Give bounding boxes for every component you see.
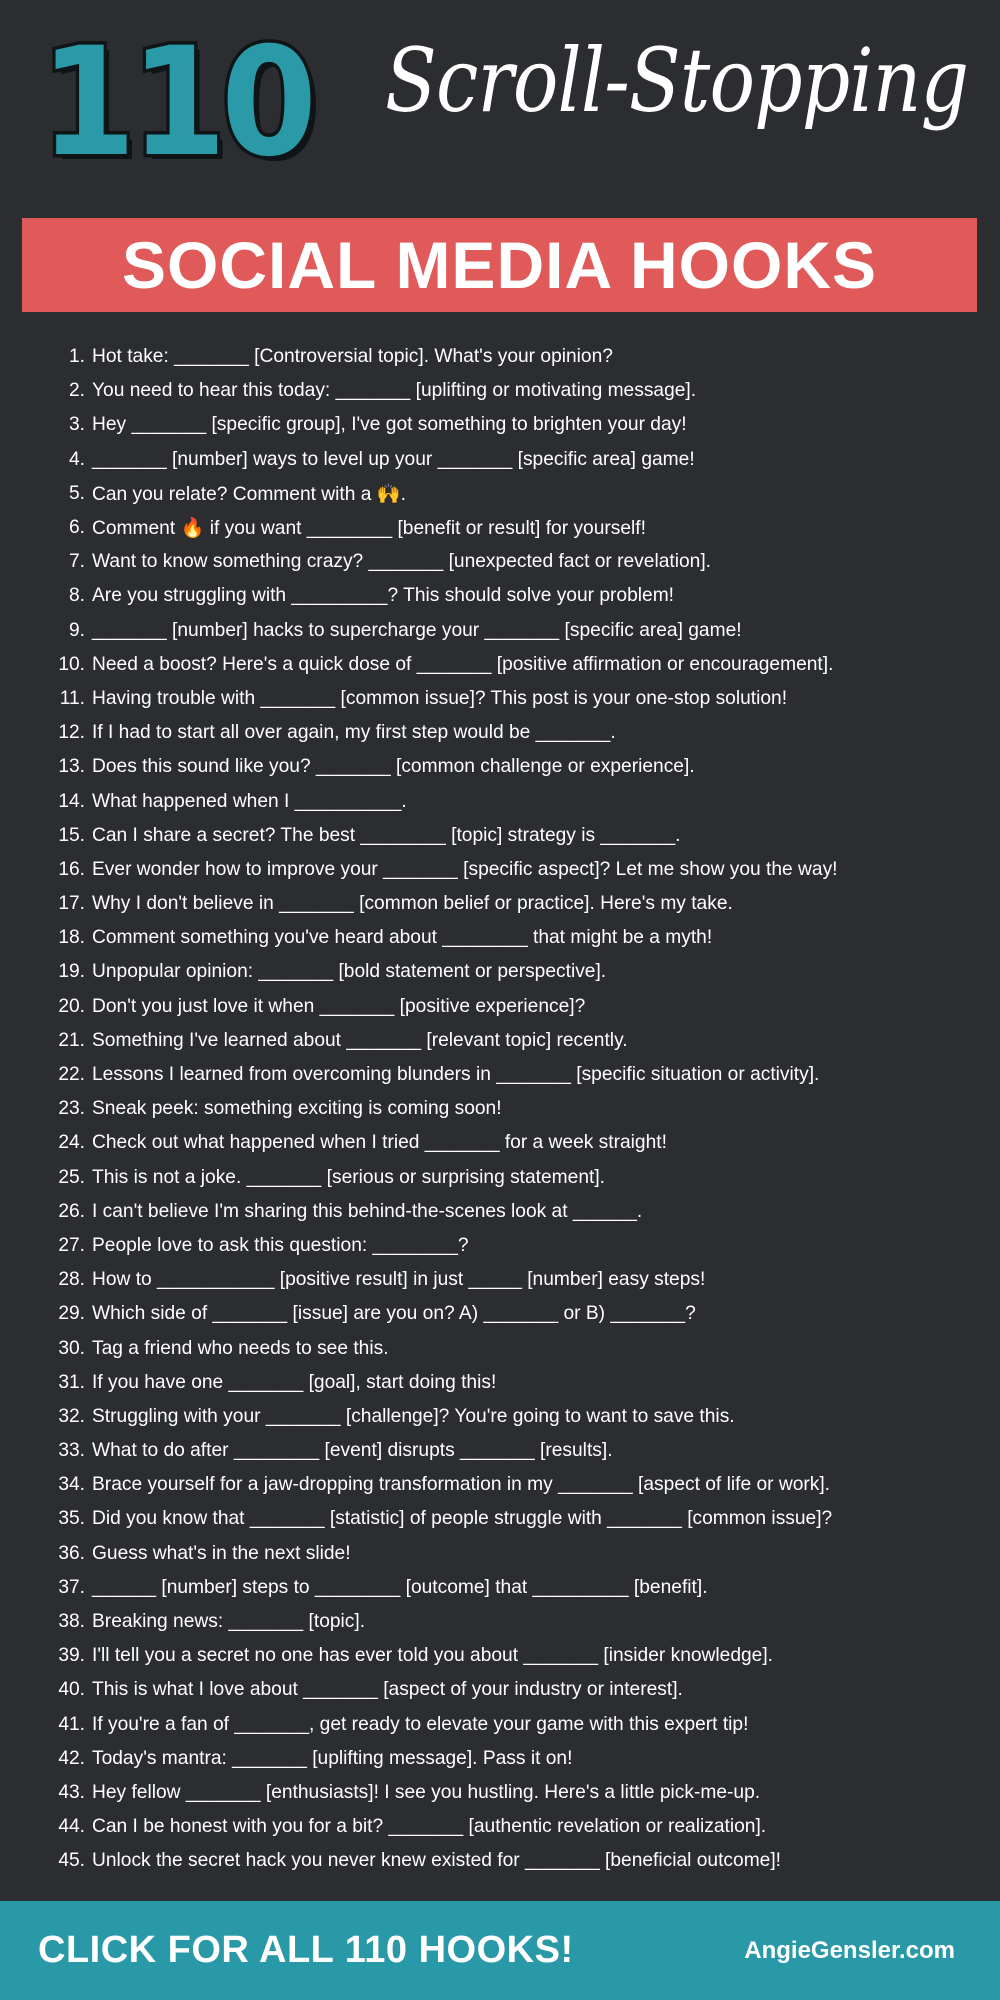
hook-item <box>0 887 1000 921</box>
hook-item <box>0 443 1000 477</box>
hook-number: 42. <box>58 1747 85 1769</box>
hook-number: 11. <box>59 687 85 709</box>
hook-item <box>0 1810 1000 1844</box>
hook-number: 18. <box>58 927 85 949</box>
hook-number: 25. <box>58 1166 85 1188</box>
hook-text: You need to hear this today: _______ [uplifting or motivating message]. <box>92 380 697 402</box>
hook-text: Hot take: _______ [Controversial topic]. What's your opinion? <box>92 346 613 368</box>
hook-text: Ever wonder how to improve your _______ [specific aspect]? Let me show you the way! <box>92 858 838 880</box>
hook-number: 36. <box>58 1542 85 1564</box>
hook-text: Why I don't believe in _______ [common belief or practice]. Here's my take. <box>92 893 733 915</box>
hook-item <box>0 716 1000 750</box>
hook-number: 15. <box>58 824 85 846</box>
hook-text: Today's mantra: _______ [uplifting message]. Pass it on! <box>92 1747 573 1769</box>
hook-number: 16. <box>58 858 85 880</box>
hook-item <box>0 1366 1000 1400</box>
hook-item <box>0 1161 1000 1195</box>
hook-number: 20. <box>58 995 85 1017</box>
hook-number: 44. <box>58 1816 85 1838</box>
hook-number: 45. <box>58 1850 85 1872</box>
hook-item <box>0 1058 1000 1092</box>
hook-item <box>0 1297 1000 1331</box>
hook-number: 26. <box>58 1200 85 1222</box>
hook-text: Hey _______ [specific group], I've got something to brighten your day! <box>92 414 687 436</box>
hook-item <box>0 1229 1000 1263</box>
hook-text: Guess what's in the next slide! <box>92 1542 351 1564</box>
hook-number: 27. <box>58 1234 85 1256</box>
hook-item <box>0 1263 1000 1297</box>
hook-number: 29. <box>58 1303 85 1325</box>
title-script: Scroll-Stopping <box>385 29 969 132</box>
hook-text: Comment something you've heard about ________ that might be a myth! <box>92 927 713 949</box>
hook-text: ______ [number] steps to ________ [outcome] that _________ [benefit]. <box>92 1576 708 1598</box>
hook-number: 43. <box>58 1781 85 1803</box>
hook-text: If I had to start all over again, my first step would be _______. <box>92 722 616 744</box>
hook-item <box>0 1195 1000 1229</box>
hook-text: Hey fellow _______ [enthusiasts]! I see you hustling. Here's a little pick-me-up. <box>92 1781 761 1803</box>
hook-text: This is not a joke. _______ [serious or surprising statement]. <box>92 1166 605 1188</box>
hook-text: If you have one _______ [goal], start doing this! <box>92 1371 497 1393</box>
hook-item <box>0 1024 1000 1058</box>
hook-item <box>0 340 1000 374</box>
hook-number: 24. <box>58 1132 85 1154</box>
hook-text: _______ [number] hacks to supercharge your _______ [specific area] game! <box>92 619 742 641</box>
hook-text: Did you know that _______ [statistic] of people struggle with _______ [common issue]? <box>92 1508 833 1530</box>
hook-number: 22. <box>58 1064 85 1086</box>
hook-item <box>0 1639 1000 1673</box>
hook-item <box>0 1468 1000 1502</box>
hook-number: 38. <box>58 1611 85 1633</box>
hook-number: 14. <box>58 790 85 812</box>
hook-item <box>0 1571 1000 1605</box>
hook-item <box>0 682 1000 716</box>
hook-item <box>0 1708 1000 1742</box>
hook-number: 6. <box>68 517 85 539</box>
hook-text: Brace yourself for a jaw-dropping transformation in my _______ [aspect of life or work]. <box>92 1474 831 1496</box>
hook-item <box>0 955 1000 989</box>
hook-number: 12. <box>58 722 85 744</box>
hook-text: Unpopular opinion: _______ [bold statement or perspective]. <box>92 961 607 983</box>
hook-item <box>0 1605 1000 1639</box>
hook-item <box>0 1331 1000 1365</box>
hook-number: 28. <box>58 1269 85 1291</box>
hook-number: 37. <box>58 1576 85 1598</box>
hook-number: 13. <box>58 756 85 778</box>
hook-item <box>0 511 1000 545</box>
hook-number: 19. <box>58 961 85 983</box>
cta-link[interactable]: CLICK FOR ALL 110 HOOKS! <box>38 1929 574 1971</box>
hook-item <box>0 648 1000 682</box>
hook-item <box>0 1434 1000 1468</box>
hook-item <box>0 921 1000 955</box>
hook-number: 30. <box>58 1337 85 1359</box>
hook-item <box>0 1673 1000 1707</box>
hook-item <box>0 374 1000 408</box>
site-link[interactable]: AngieGensler.com <box>744 1936 955 1964</box>
hook-item <box>0 614 1000 648</box>
hook-list <box>0 340 1000 1878</box>
hook-item <box>0 1776 1000 1810</box>
hook-number: 3. <box>68 414 85 436</box>
hook-text: I can't believe I'm sharing this behind-the-scenes look at ______. <box>92 1200 643 1222</box>
hook-number: 1. <box>68 346 85 368</box>
hook-item <box>0 1126 1000 1160</box>
header <box>0 0 1000 210</box>
hook-text: Lessons I learned from overcoming blunders in _______ [specific situation or activity]. <box>92 1064 820 1086</box>
hook-number: 2. <box>68 380 85 402</box>
hook-text: Breaking news: _______ [topic]. <box>92 1611 366 1633</box>
hook-item <box>0 1844 1000 1878</box>
hook-number: 4. <box>68 448 85 470</box>
hook-text: What to do after ________ [event] disrupts _______ [results]. <box>92 1440 613 1462</box>
hook-text: Don't you just love it when _______ [positive experience]? <box>92 995 586 1017</box>
hook-number: 10. <box>58 653 85 675</box>
hook-text: Tag a friend who needs to see this. <box>92 1337 389 1359</box>
hook-number: 9. <box>68 619 85 641</box>
hook-text: Are you struggling with _________? This should solve your problem! <box>92 585 675 607</box>
hook-item <box>0 1502 1000 1536</box>
hook-text: I'll tell you a secret no one has ever told you about _______ [insider knowledge]. <box>92 1645 773 1667</box>
hook-text: Can you relate? Comment with a 🙌. <box>92 483 406 505</box>
hook-number: 34. <box>58 1474 85 1496</box>
hook-text: Having trouble with _______ [common issue]? This post is your one-stop solution! <box>92 687 788 709</box>
hook-text: Struggling with your _______ [challenge]? You're going to want to save this. <box>92 1405 735 1427</box>
hook-number: 32. <box>58 1405 85 1427</box>
hook-text: Want to know something crazy? _______ [unexpected fact or revelation]. <box>92 551 711 573</box>
hook-number: 33. <box>58 1440 85 1462</box>
hook-text: _______ [number] ways to level up your _______ [specific area] game! <box>92 448 695 470</box>
hook-number: 5. <box>68 482 85 504</box>
hook-number: 40. <box>58 1679 85 1701</box>
hook-text: Need a boost? Here's a quick dose of _______ [positive affirmation or encouragement]. <box>92 653 834 675</box>
hook-number: 39. <box>58 1645 85 1667</box>
hook-text: Something I've learned about _______ [relevant topic] recently. <box>92 1029 628 1051</box>
hook-text: Sneak peek: something exciting is coming soon! <box>92 1098 502 1120</box>
hook-text: What happened when I __________. <box>92 790 407 812</box>
hook-number: 23. <box>58 1098 85 1120</box>
hook-item <box>0 853 1000 887</box>
hook-item <box>0 750 1000 784</box>
hook-item <box>0 1400 1000 1434</box>
hook-item <box>0 545 1000 579</box>
hook-text: Comment 🔥 if you want ________ [benefit or result] for yourself! <box>92 518 646 540</box>
hook-item <box>0 990 1000 1024</box>
hook-item <box>0 477 1000 511</box>
hook-text: How to ___________ [positive result] in just _____ [number] easy steps! <box>92 1269 706 1291</box>
hook-number: 35. <box>58 1508 85 1530</box>
hook-item <box>0 819 1000 853</box>
hook-text: Check out what happened when I tried _______ for a week straight! <box>92 1132 667 1154</box>
hook-item <box>0 1742 1000 1776</box>
hook-item <box>0 579 1000 613</box>
hook-item <box>0 1537 1000 1571</box>
title-banner <box>22 218 977 312</box>
hook-number: 7. <box>68 551 85 573</box>
hook-item <box>0 1092 1000 1126</box>
hook-number: 31. <box>58 1371 85 1393</box>
hook-number: 41. <box>58 1713 85 1735</box>
hook-text: Unlock the secret hack you never knew existed for _______ [beneficial outcome]! <box>92 1850 782 1872</box>
hook-text: This is what I love about _______ [aspect of your industry or interest]. <box>92 1679 683 1701</box>
hook-text: Can I share a secret? The best ________ [topic] strategy is _______. <box>92 824 681 846</box>
hook-number: 21. <box>58 1029 85 1051</box>
hook-number: 17. <box>58 893 85 915</box>
hook-item <box>0 408 1000 442</box>
hook-text: Can I be honest with you for a bit? _______ [authentic revelation or realization]. <box>92 1816 767 1838</box>
hook-item <box>0 784 1000 818</box>
hook-text: People love to ask this question: ________? <box>92 1234 469 1256</box>
title-number: 110 <box>40 16 312 190</box>
hook-text: Which side of _______ [issue] are you on? A) _______ or B) _______? <box>92 1303 696 1325</box>
banner-text: SOCIAL MEDIA HOOKS <box>121 228 878 302</box>
cta-footer[interactable] <box>0 1901 1000 2000</box>
hook-number: 8. <box>68 585 85 607</box>
hook-text: If you're a fan of _______, get ready to elevate your game with this expert tip! <box>92 1713 749 1735</box>
hook-text: Does this sound like you? _______ [common challenge or experience]. <box>92 756 695 778</box>
